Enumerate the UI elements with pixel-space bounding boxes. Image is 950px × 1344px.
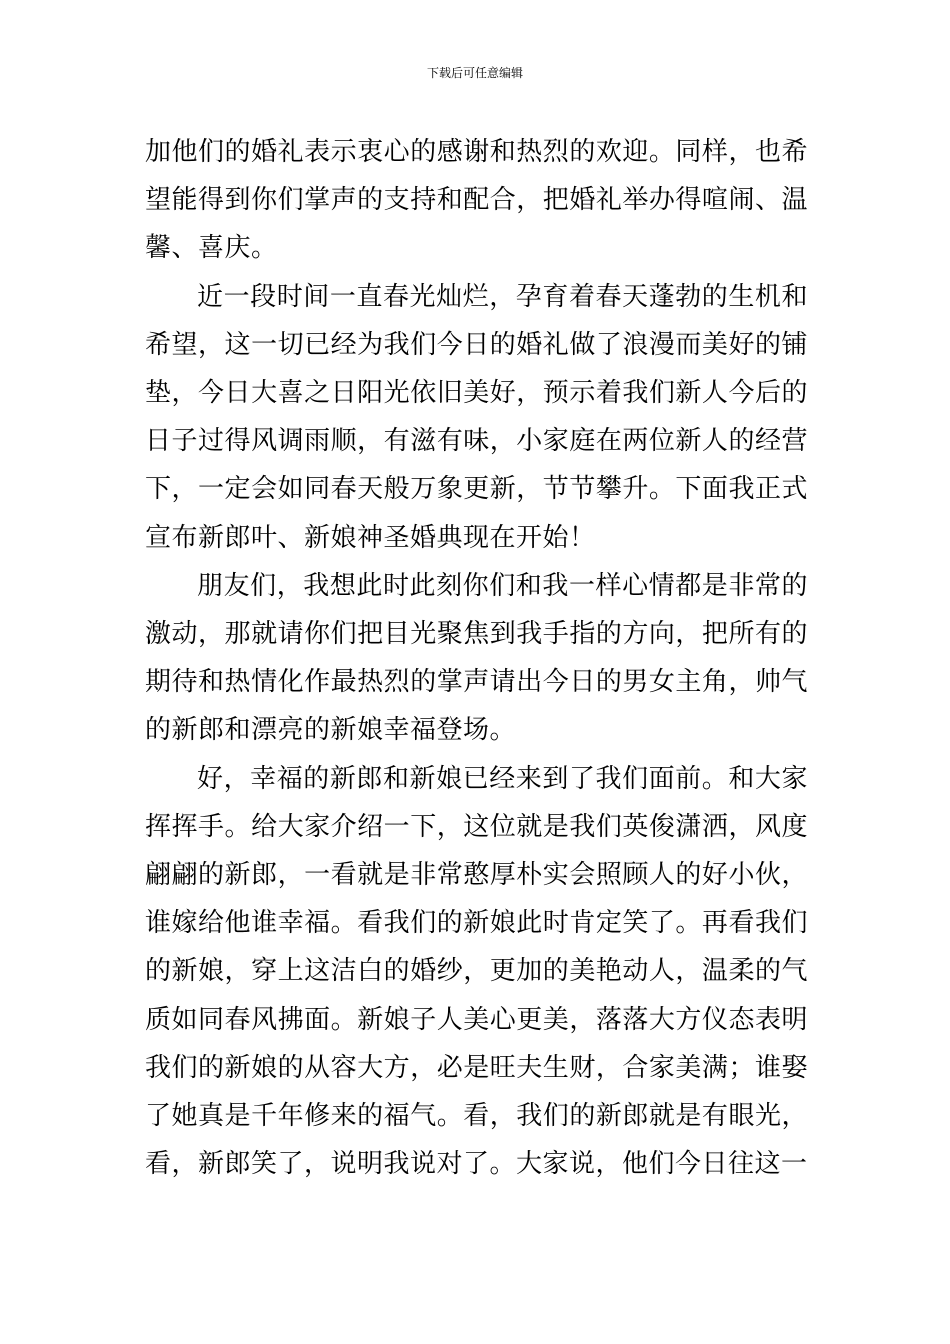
paragraph-1: 加他们的婚礼表示衷心的感谢和热烈的欢迎。同样，也希望能得到你们掌声的支持和配合，把婚礼举办得喧闹、温馨、喜庆。	[145, 137, 808, 264]
paragraph-2: 近一段时间一直春光灿烂，孕育着春天蓬勃的生机和希望，这一切已经为我们今日的婚礼做了浪漫而美好的铺垫，今日大喜之日阳光依旧美好，预示着我们新人今后的日子过得风调雨顺，有滋有味，小家庭在两位新人的经营下，一定会如同春天般万象更新，节节攀升。下面我正式宣布新郎叶、新娘神圣婚典现在开始！	[145, 281, 808, 553]
document-body	[145, 128, 808, 1188]
paragraph-3: 朋友们，我想此时此刻你们和我一样心情都是非常的激动，那就请你们把目光聚焦到我手指的方向，把所有的期待和热情化作最热烈的掌声请出今日的男女主角，帅气的新郎和漂亮的新娘幸福登场。	[145, 570, 808, 746]
paragraph-4: 好，幸福的新郎和新娘已经来到了我们面前。和大家挥挥手。给大家介绍一下，这位就是我们英俊潇洒，风度翩翩的新郎，一看就是非常憨厚朴实会照顾人的好小伙，谁嫁给他谁幸福。看我们的新娘此时肯定笑了。再看我们的新娘，穿上这洁白的婚纱，更加的美艳动人，温柔的气质如同春风拂面。新娘子人美心更美，落落大方仪态表明我们的新娘的从容大方，必是旺夫生财，合家美满；谁娶了她真是千年修来的福气。看，我们的新郎就是有眼光，看，新郎笑了，说明我说对了。大家说，他们今日往这一	[145, 763, 808, 1180]
page-header: 下载后可任意编辑	[426, 66, 523, 80]
